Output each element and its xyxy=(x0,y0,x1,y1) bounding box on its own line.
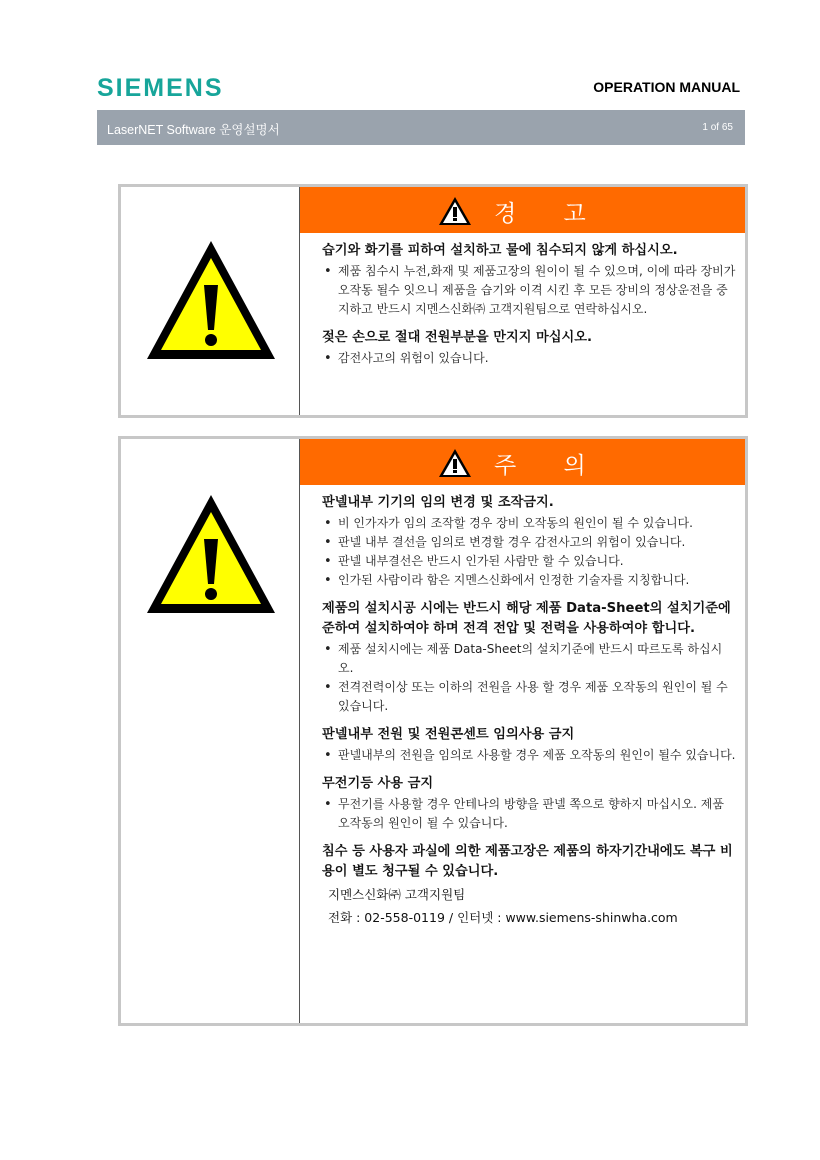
warning-box xyxy=(118,184,748,418)
list-item: • 판넬 내부 결선을 임의로 변경할 경우 감전사고의 위험이 있습니다. xyxy=(322,533,737,552)
siemens-logo: SIEMENS xyxy=(97,74,224,102)
document-title: LaserNET Software 운영설명서 xyxy=(107,123,280,137)
caution-content xyxy=(300,485,745,928)
title-bar xyxy=(97,110,745,145)
list-item: • 전격전력이상 또는 이하의 전원을 사용 할 경우 제품 오작동의 원인이 될 수 있습니다. xyxy=(322,678,737,716)
list-item: • 제품 설치시에는 제품 Data-Sheet의 설치기준에 반드시 따르도록 하십시오. xyxy=(322,640,737,678)
caution-heading-1: 판넬내부 기기의 임의 변경 및 조작금지. xyxy=(322,495,554,510)
caution-heading-3: 판넬내부 전원 및 전원콘센트 임의사용 금지 xyxy=(322,727,575,742)
list-item: • 인가된 사람이라 함은 지멘스신화에서 인정한 기술자를 지칭합니다. xyxy=(322,571,737,590)
caution-triangle-icon xyxy=(143,491,279,617)
document-type: OPERATION MANUAL xyxy=(593,79,740,95)
list-item: • 감전사고의 위험이 있습니다. xyxy=(322,349,737,368)
caution-heading-4: 무전기등 사용 금지 xyxy=(322,776,434,791)
contact-team: 지멘스신화㈜ 고객지원팀 xyxy=(328,887,466,902)
list-item: • 판넬내부의 전원을 임의로 사용할 경우 제품 오작동의 원인이 될수 있습니다. xyxy=(322,746,737,765)
caution-banner xyxy=(300,439,745,485)
caution-box xyxy=(118,436,748,1026)
caution-title: 주 의 xyxy=(494,453,606,479)
list-item: • 판넬 내부결선은 반드시 인가된 사람만 할 수 있습니다. xyxy=(322,552,737,571)
warning-heading-2: 젖은 손으로 절대 전원부분을 만지지 마십시오. xyxy=(322,330,593,345)
warning-content xyxy=(300,233,745,368)
warning-triangle-icon xyxy=(143,237,279,363)
list-item: • 제품 침수시 누전,화재 및 제품고장의 원이이 될 수 있으며, 이에 따라 장비가 오작동 될수 잇으니 제품을 습기와 이격 시킨 후 모든 장비의 정상운전을 중지하고 반드시 지멘스신화㈜ 고객지원팀으로 연락하십시오. xyxy=(322,262,737,319)
alert-icon xyxy=(438,448,472,478)
list-item: • 비 인가자가 임의 조작할 경우 장비 오작동의 원인이 될 수 있습니다. xyxy=(322,514,737,533)
contact-line: 전화 : 02-558-0119 / 인터넷 : www.siemens-shinwha.com xyxy=(328,910,678,925)
page-indicator: 1 of 65 xyxy=(702,122,733,133)
warning-heading-1: 습기와 화기를 피하여 설치하고 물에 침수되지 않게 하십시오. xyxy=(322,243,678,258)
caution-heading-2: 제품의 설치시공 시에는 반드시 해당 제품 Data-Sheet의 설치기준에 준하여 설치하여야 하며 전격 전압 및 전력을 사용하여야 합니다. xyxy=(322,601,731,636)
caution-symbol-panel xyxy=(121,439,300,1023)
list-item: • 무전기를 사용할 경우 안테나의 방향을 판넬 쪽으로 향하지 마십시오. 제품 오작동의 원인이 될 수 있습니다. xyxy=(322,795,737,833)
warning-title: 경 고 xyxy=(494,201,606,227)
alert-icon xyxy=(438,196,472,226)
caution-footer-heading: 침수 등 사용자 과실에 의한 제품고장은 제품의 하자기간내에도 복구 비용이 별도 청구될 수 있습니다. xyxy=(322,844,733,879)
warning-banner xyxy=(300,187,745,233)
warning-symbol-panel xyxy=(121,187,300,415)
